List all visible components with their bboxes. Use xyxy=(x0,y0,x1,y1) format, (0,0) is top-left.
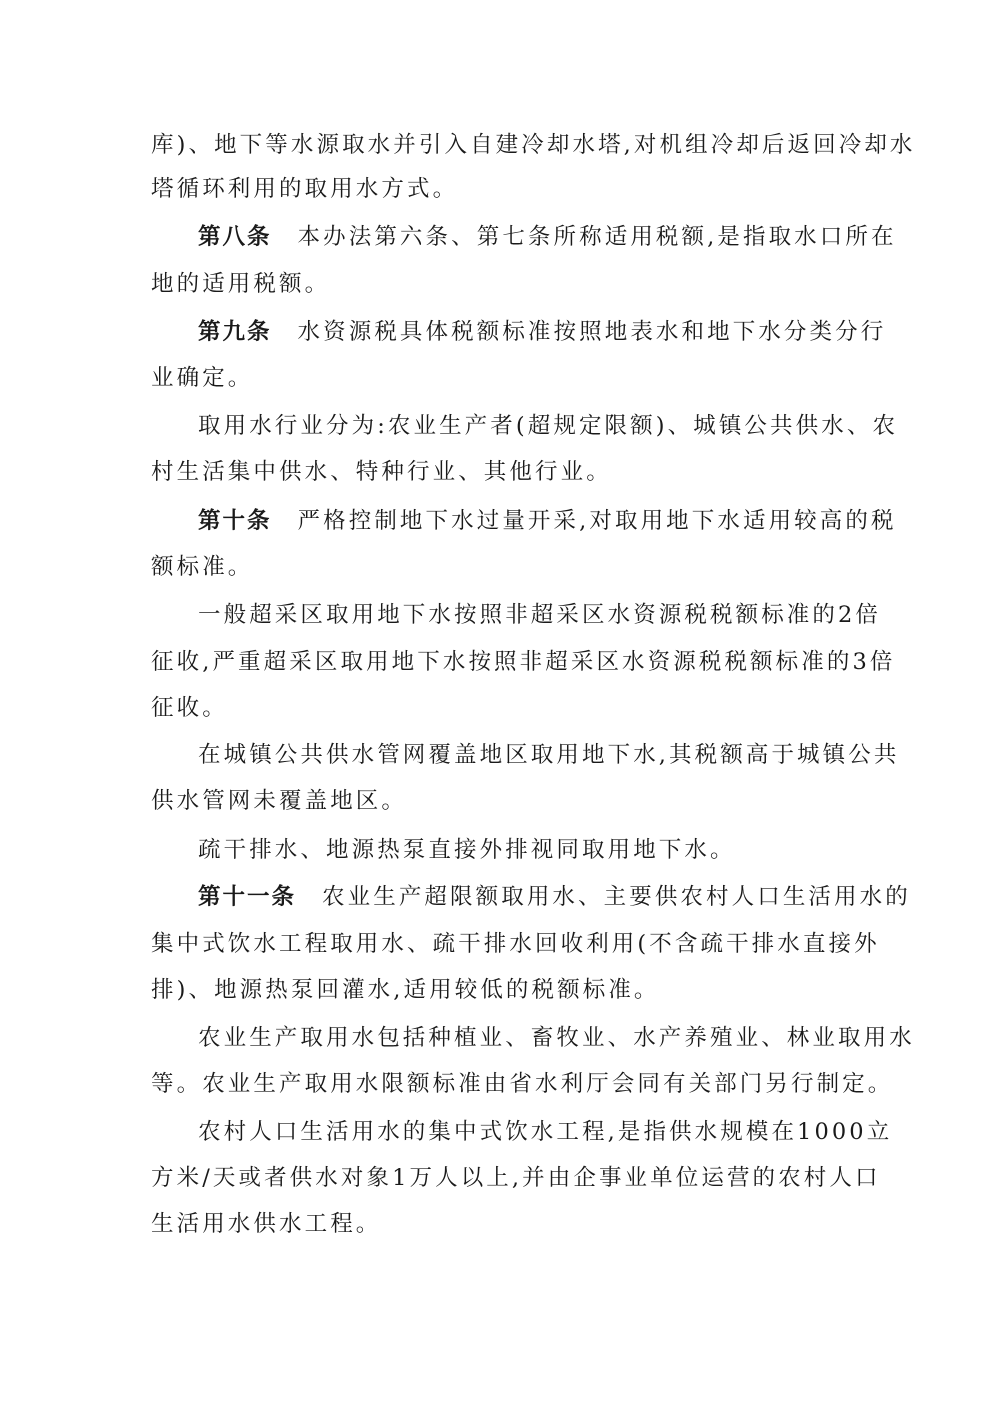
paragraph-line: 疏干排水、地源热泵直接外排视同取用地下水。 xyxy=(198,837,736,863)
paragraph-line: 供水管网未覆盖地区。 xyxy=(151,788,408,814)
article-11-first-line xyxy=(0,879,1000,915)
paragraph-line: 地的适用税额。 xyxy=(151,271,331,297)
article-8-first-line xyxy=(0,219,1000,255)
paragraph-line: 在城镇公共供水管网覆盖地区取用地下水,其税额高于城镇公共 xyxy=(198,742,900,768)
paragraph-line: 集中式饮水工程取用水、疏干排水回收利用(不含疏干排水直接外 xyxy=(151,931,880,957)
paragraph-line: 征收,严重超采区取用地下水按照非超采区水资源税税额标准的3倍 xyxy=(151,649,896,675)
paragraph-line: 农业生产取用水包括种植业、畜牧业、水产养殖业、林业取用水 xyxy=(198,1025,915,1051)
paragraph-line: 库)、地下等水源取水并引入自建冷却水塔,对机组冷却后返回冷却水 xyxy=(151,132,916,158)
paragraph-line: 取用水行业分为:农业生产者(超规定限额)、城镇公共供水、农 xyxy=(198,413,899,439)
paragraph-line: 额标准。 xyxy=(151,554,254,580)
article-11-text: 农业生产超限额取用水、主要供农村人口生活用水的 xyxy=(322,884,911,910)
article-8-text: 本办法第六条、第七条所称适用税额,是指取水口所在 xyxy=(297,224,897,250)
article-11-heading: 第十一条 xyxy=(198,884,297,910)
paragraph-line: 塔循环利用的取用水方式。 xyxy=(151,176,459,202)
paragraph-line: 村生活集中供水、特种行业、其他行业。 xyxy=(151,459,612,485)
article-10-text: 严格控制地下水过量开采,对取用地下水适用较高的税 xyxy=(297,508,897,534)
article-9-heading: 第九条 xyxy=(198,319,272,345)
article-9-first-line xyxy=(0,314,1000,350)
paragraph-line: 一般超采区取用地下水按照非超采区水资源税税额标准的2倍 xyxy=(198,602,882,628)
article-10-first-line xyxy=(0,503,1000,539)
article-9-text: 水资源税具体税额标准按照地表水和地下水分类分行 xyxy=(297,319,887,345)
paragraph-line: 生活用水供水工程。 xyxy=(151,1211,382,1237)
paragraph-line: 等。农业生产取用水限额标准由省水利厅会同有关部门另行制定。 xyxy=(151,1071,894,1097)
article-10-heading: 第十条 xyxy=(198,508,272,534)
paragraph-line: 方米/天或者供水对象1万人以上,并由企事业单位运营的农村人口 xyxy=(151,1165,881,1191)
paragraph-line: 征收。 xyxy=(151,695,228,721)
paragraph-line: 农村人口生活用水的集中式饮水工程,是指供水规模在1000立 xyxy=(198,1119,893,1145)
article-8-heading: 第八条 xyxy=(198,224,272,250)
paragraph-line: 业确定。 xyxy=(151,365,254,391)
paragraph-line: 排)、地源热泵回灌水,适用较低的税额标准。 xyxy=(151,977,660,1003)
